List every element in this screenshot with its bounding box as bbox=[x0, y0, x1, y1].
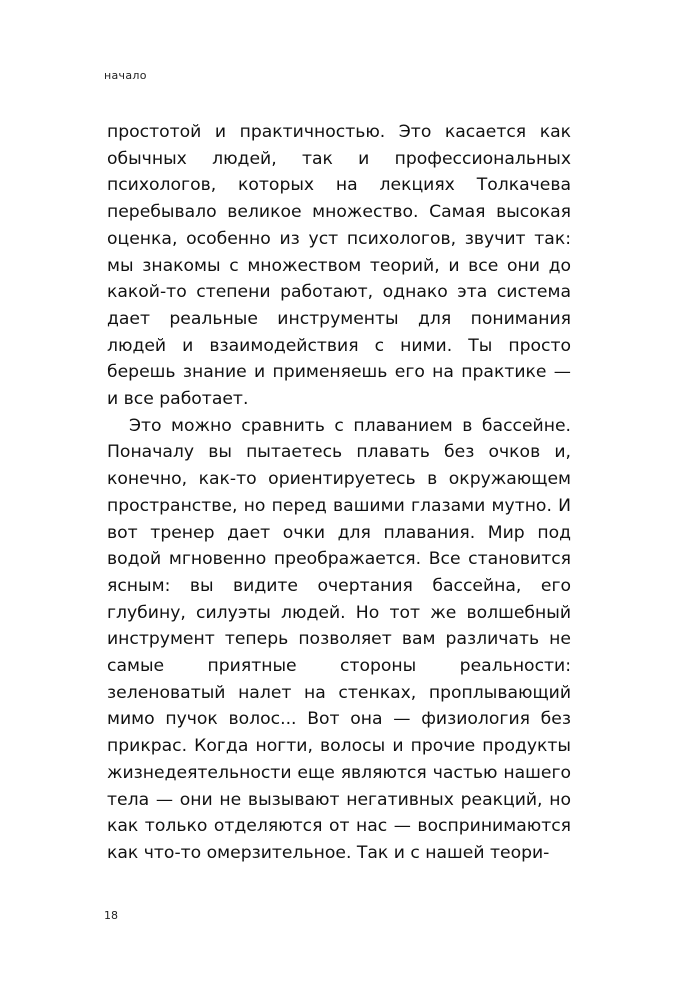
running-head: начало bbox=[104, 69, 147, 82]
paragraph-1: простотой и практичностью. Это касается как обычных людей, так и профессиональных психологов, которых на лекциях Толкачева перебывало великое множество. Самая высокая оценка, особенно из уст психологов, звучит так: мы знакомы с множеством теорий, и все они до какой-то степени работают, однако эта система дает реальные инструменты для понимания людей и взаимодействия с ними. Ты просто берешь знание и применяешь его на практике — и все работает. bbox=[107, 122, 571, 410]
body-text bbox=[107, 119, 571, 867]
paragraph-2: Это можно сравнить с плаванием в бассейне. Поначалу вы пытаетесь плавать без очков и, конечно, как-то ориентируетесь в окружающем пространстве, но перед вашими глазами мутно. И вот тренер дает очки для плавания. Мир под водой мгновенно преображается. Все становится ясным: вы видите очертания бассейна, его глубину, силуэты людей. Но тот же волшебный инструмент теперь позволяет вам различать не самые приятные стороны реальности: зеленоватый налет на стенках, проплывающий мимо пучок волос... Вот она — физиология без прикрас. Когда ногти, волосы и прочие продукты жизнедеятельности еще являются частью нашего тела — они не вызывают негативных реакций, но как только отделяются от нас — воспринимаются как что-то омерзительное. Так и с нашей теори- bbox=[107, 415, 571, 863]
page-number: 18 bbox=[104, 909, 118, 922]
